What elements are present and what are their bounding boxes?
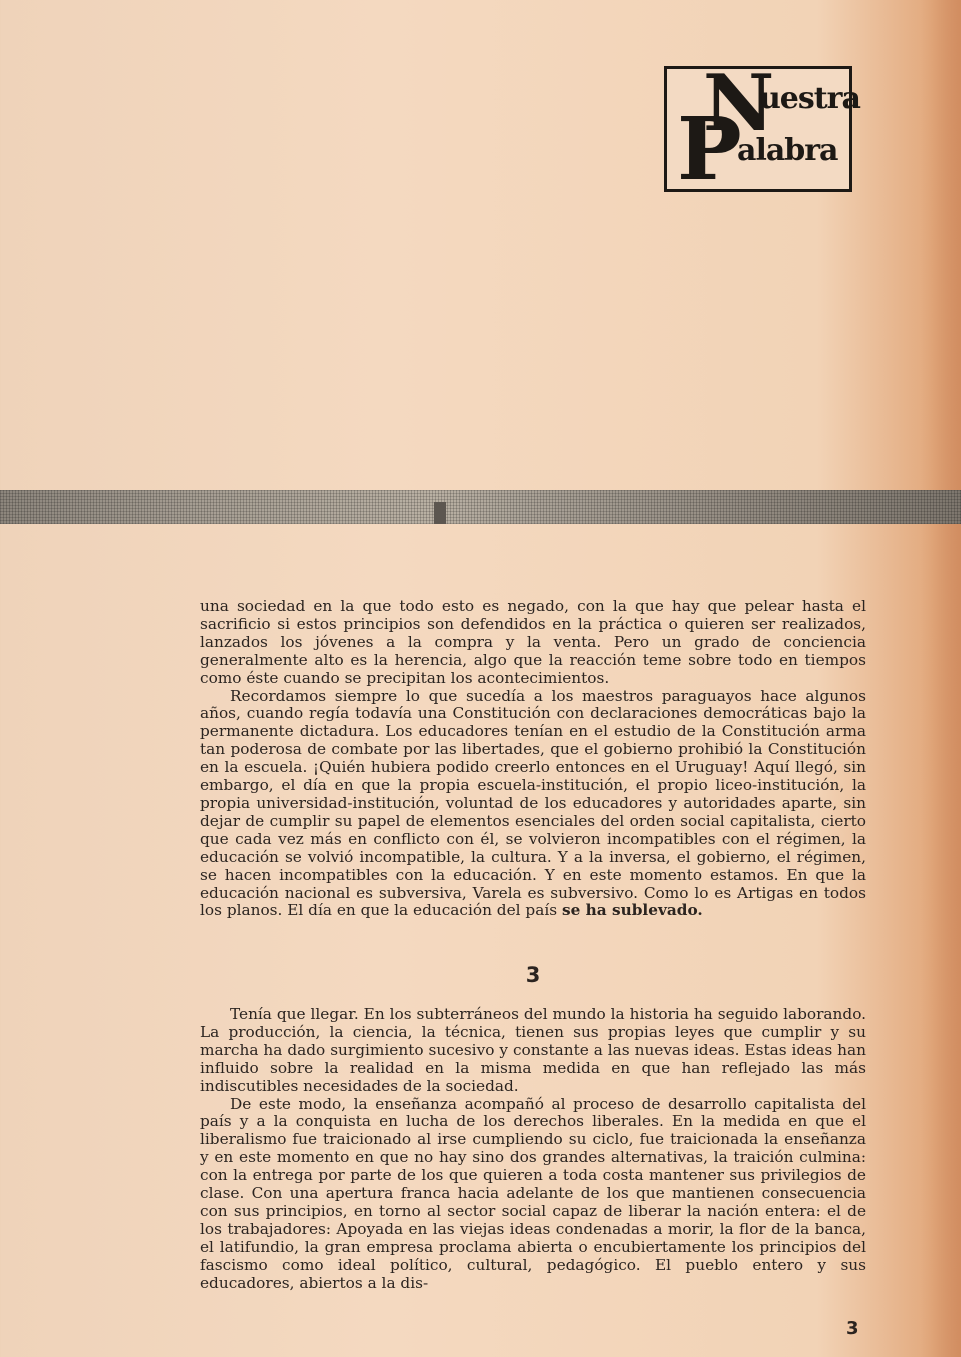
logo-letter-n: N — [703, 58, 775, 149]
section-2-text — [200, 1006, 866, 1293]
section-1-text — [200, 598, 866, 920]
page-edge-shading — [921, 0, 961, 1357]
divider-notch — [434, 502, 446, 524]
logo-word-uestra: uestra — [759, 81, 860, 116]
nuestra-palabra-logo — [664, 58, 860, 200]
paragraph: De este modo, la enseñanza acompañó al proceso de desarrollo capitalista del país y a la conquista en lucha de los derechos liberales. En la medida en que el liberalismo fue traicionado al irse cumpliendo su ciclo, fue traicionada la enseñanza y en este momento en que no hay sino dos grandes alternativas, la traición culmina: con la entrega por parte de los que quieren a toda costa mantener sus privilegios de clase. Con una apertura franca hacia adelante de los que mantienen consecuencia con sus principios, en torno al sector social capaz de liberar la nación entera: el de los trabajadores: Apoyada en las viejas ideas condenadas a morir, la flor de la banca, el latifundio, la gran empresa proclama abierta o encubiertamente los principios del fascismo como ideal político, cultural, pedagógico. El pueblo entero y sus educadores, abiertos a la dis- — [200, 1094, 866, 1292]
logo-letter-p: P — [677, 99, 742, 200]
paragraph: una sociedad en la que todo esto es negado, con la que hay que pelear hasta el sacrificio si estos principios son defendidos en la práctica o quieren ser realizados, lanzados los jóvenes a la compra y la venta. Pero un grado de conciencia generalmente alto es la herencia, algo que la reacción teme sobre todo en tiempos como éste cuando se precipitan los acontecimientos. — [200, 597, 866, 687]
section-number: 3 — [525, 963, 541, 987]
halftone-divider-band — [0, 490, 961, 524]
paragraph: Tenía que llegar. En los subterráneos del mundo la historia ha seguido laborando. La producción, la ciencia, la técnica, tienen sus propias leyes que cumplir y su marcha ha dado surgimiento sucesivo y constante a las nuevas ideas. Estas ideas han influido sobre la realidad en la misma medida en que han reflejado las más indiscutibles necesidades de la sociedad. — [200, 1005, 866, 1095]
paragraph — [200, 688, 866, 921]
bold-phrase: se ha sublevado. — [561, 901, 703, 920]
logo-word-alabra: alabra — [737, 133, 838, 168]
page-number: 3 — [846, 1318, 859, 1339]
paragraph-text: Recordamos siempre lo que sucedía a los maestros paraguayos hace algunos años, cuando regía todavía una Constitución con declaraciones democráticas bajo la permanente dictadura. Los educadores tenían en el estudio de la Constitución arma tan poderosa de combate por las libertades, que el gobierno prohibió la Constitución en la escuela. ¡Quién hubiera podido creerlo entonces en el Uruguay! Aquí llegó, sin embargo, el día en que la propia escuela-institución, el propio liceo-institución, la propia universidad-institución, voluntad de los educadores y autoridades aparte, sin dejar de cumplir su papel de elementos esenciales del orden social capitalista, cierto que cada vez más en conflicto con él, se volvieron incompatibles con el régimen, la educación se volvió incompatible, la cultura. Y a la inversa, el gobierno, el régimen, se hacen incompatibles con la educación. Y en este momento estamos. En que la educación nacional es subversiva, Varela es subversivo. Como lo es Artigas en todos los planos. El día en que la educación del país — [200, 686, 866, 920]
